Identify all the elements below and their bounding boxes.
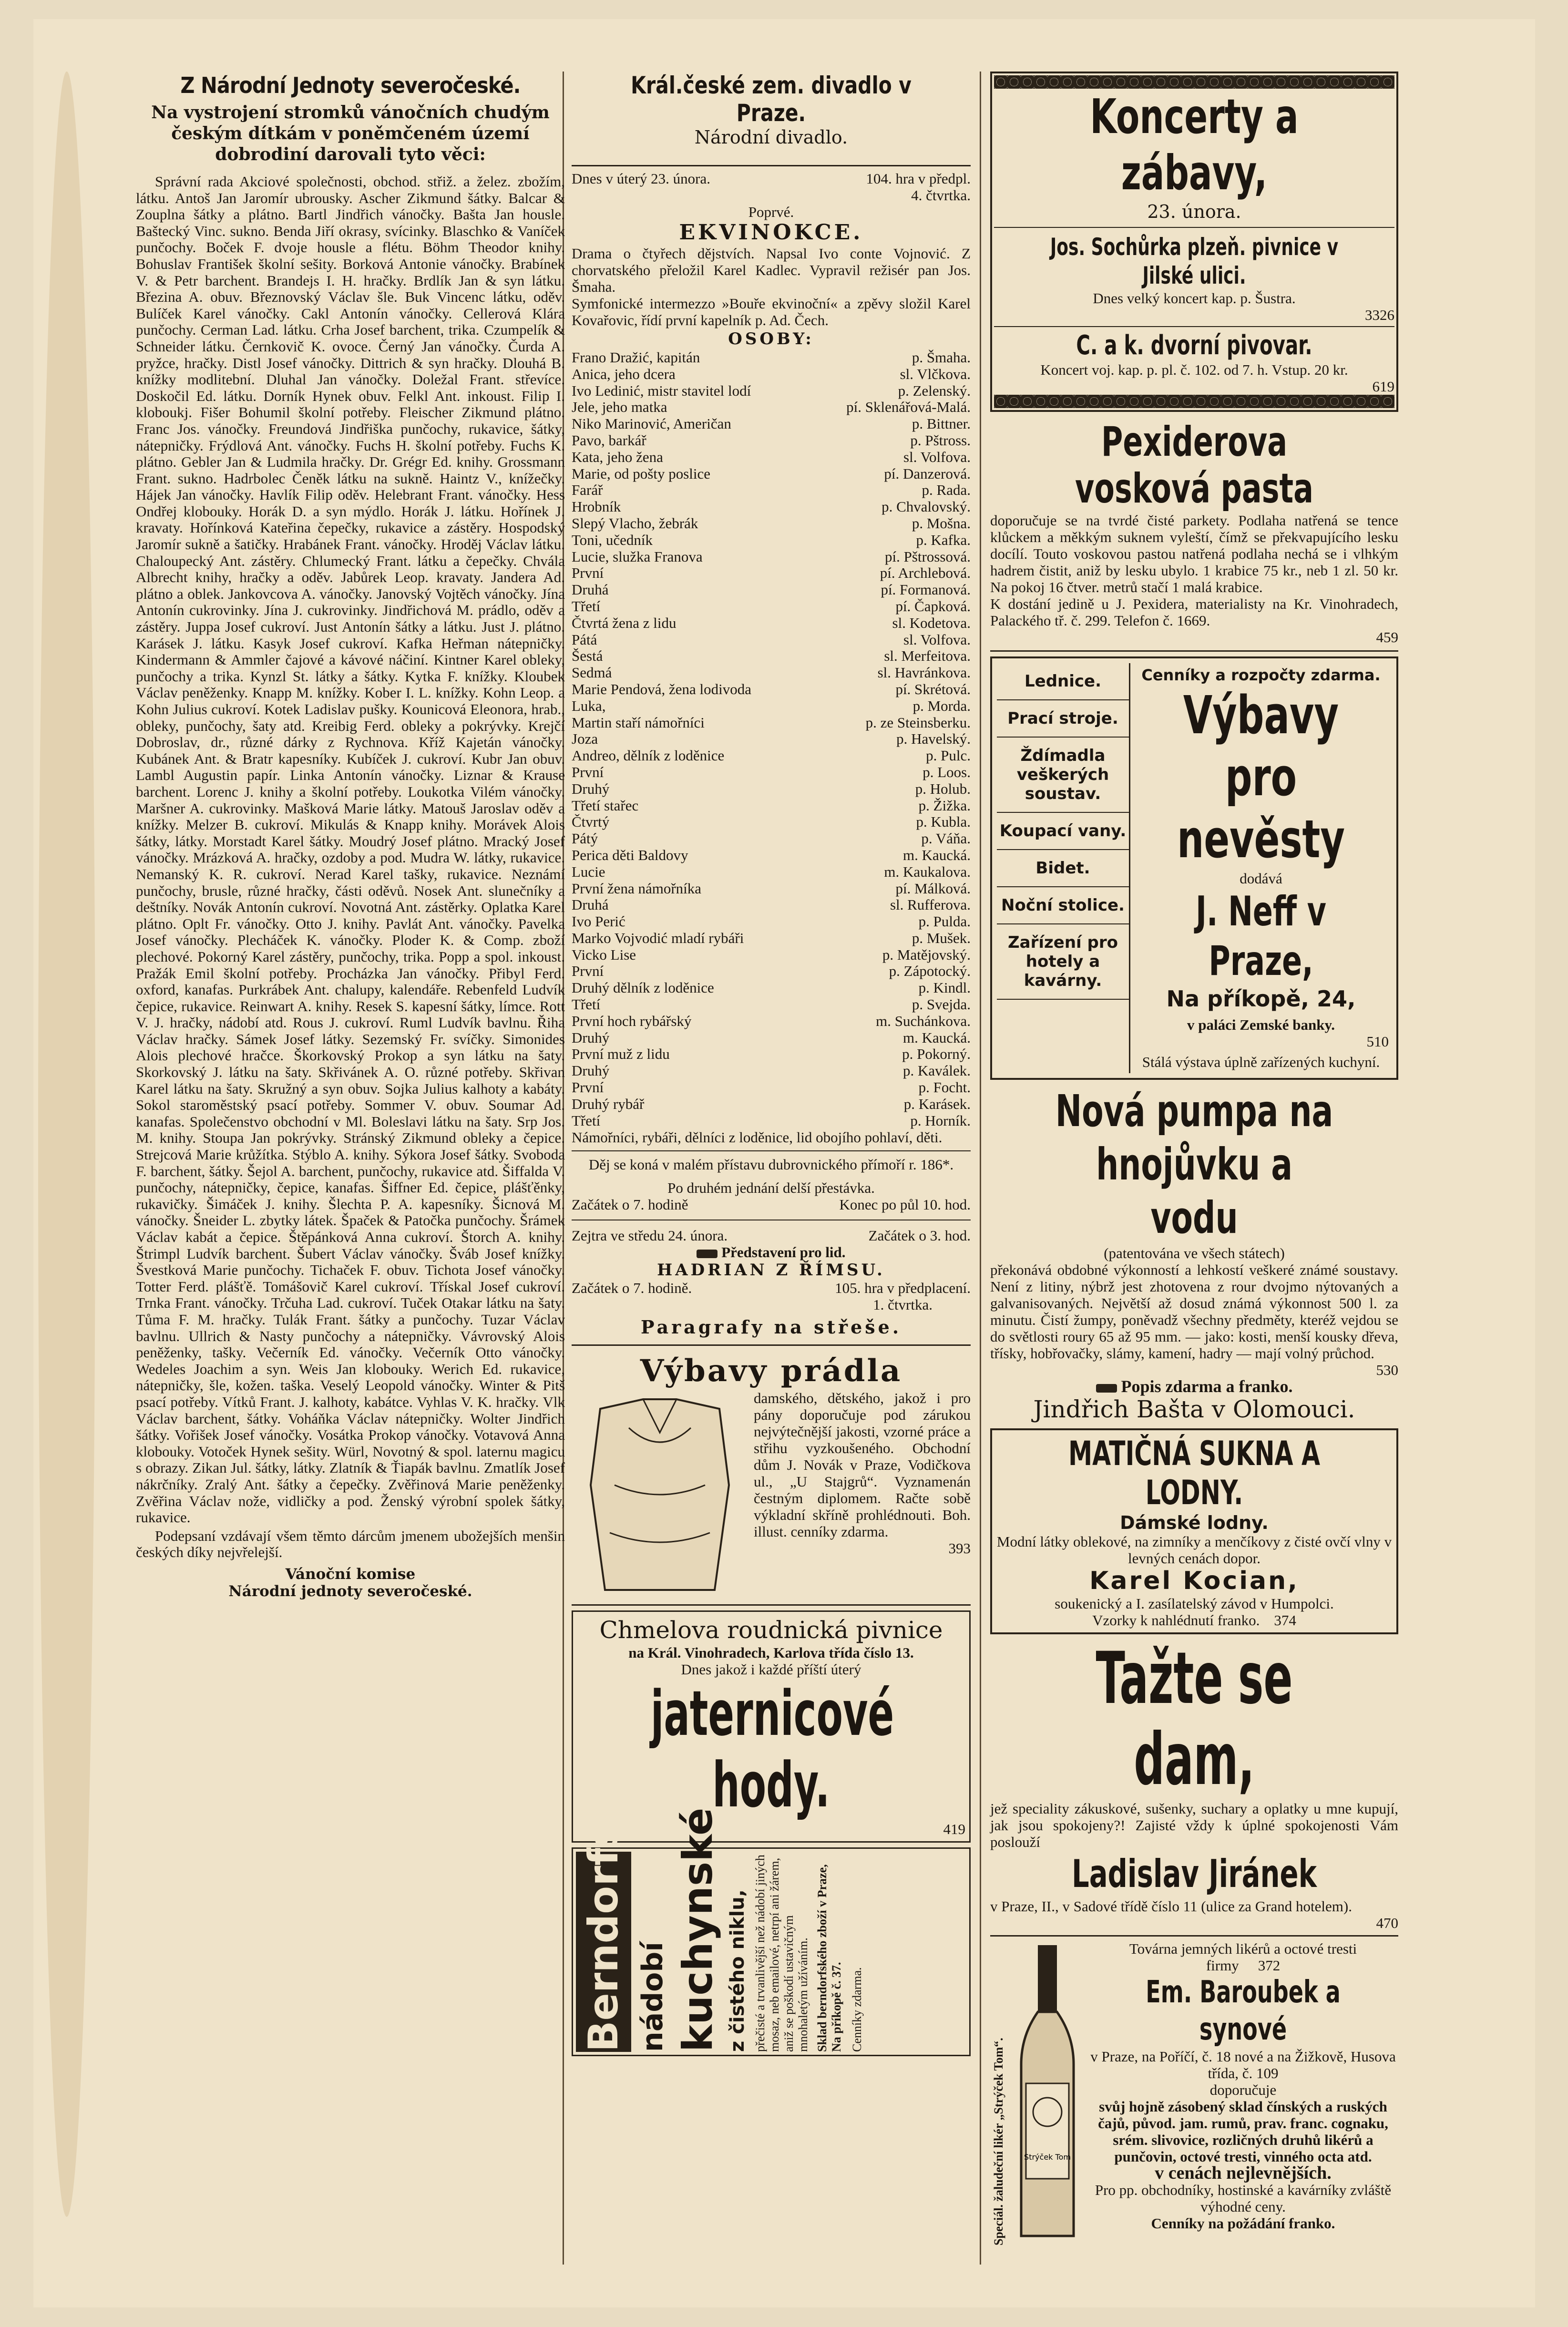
cast-actor: p. Horník.	[910, 1112, 971, 1129]
bead-border-bottom-icon	[994, 395, 1394, 408]
neff-item: Noční stolice.	[997, 887, 1129, 924]
baroubek-firm-row	[1088, 1957, 1398, 1974]
cast-actor: pí. Čapková.	[895, 597, 971, 615]
cast-row	[572, 1013, 971, 1030]
play-description: Drama o čtyřech dějstvích. Napsal Ivo conte Vojnović. Z chorvatského přeložil Karel Kadlec. Vypravil režisér pan Jos. Šmaha.	[572, 245, 971, 295]
cast-role: Druhý	[572, 1029, 610, 1046]
donations-list	[136, 174, 565, 1526]
jiranek-address: v Praze, II., v Sadové třídě číslo 11 (ulice za Grand hotelem).	[990, 1898, 1352, 1915]
cast-actor: p. Žižka.	[918, 797, 971, 814]
cast-row	[572, 1079, 971, 1096]
berndorf-nadobi: nádobí	[636, 1942, 669, 2052]
cast-actor: sl. Volfova.	[903, 631, 971, 648]
cast-row	[572, 996, 971, 1013]
cast-row	[572, 515, 971, 532]
sochurka-number: 3326	[1365, 307, 1394, 323]
cast-row	[572, 532, 971, 549]
cast-actor: p. Kubla.	[916, 813, 971, 830]
berndorf-cenniky: Cenníky zdarma.	[850, 1967, 864, 2052]
cast-actor: p. Pulda.	[918, 913, 971, 930]
donations-subtitle: Na vystrojení stromků vánočních chudým českým dítkám v poněmčeném území dobrodiní darovali tyto věci:	[151, 103, 550, 164]
cast-actor: p. Focht.	[918, 1079, 971, 1096]
cast-role: Marko Vojvodić mladí rybáři	[572, 929, 744, 946]
chmel-address: na Král. Vinohradech, Karlova třída číslo 13.	[628, 1644, 914, 1661]
cast-row	[572, 748, 971, 764]
cast-actor: p. Loos.	[922, 763, 971, 780]
theatre-name: Národní divadlo.	[694, 127, 848, 148]
cast-role: První	[572, 963, 604, 980]
pumpa-popis: Popis zdarma a franko.	[1121, 1377, 1293, 1396]
ad-pexider	[990, 419, 1398, 646]
cast-role: Ivo Ledinić, mistr stavitel lodí	[572, 382, 751, 399]
cast-actor: sl. Volfova.	[903, 448, 971, 465]
neff-items	[997, 663, 1130, 1073]
cast-role: První	[572, 564, 604, 582]
pumpa-number: 530	[1376, 1362, 1398, 1378]
cast-role: Druhá	[572, 896, 609, 913]
column-rule-2	[980, 72, 981, 2265]
baroubek-prices: v cenách nejlevnějších.	[1155, 2163, 1332, 2183]
cast-actor: p. Zelenský.	[898, 382, 971, 399]
cast-actor: p. Havelský.	[896, 730, 971, 748]
cast-row	[572, 665, 971, 681]
performance-number: 104. hra v předpl.	[866, 170, 971, 187]
cast-actor: pí. Skrétová.	[895, 680, 971, 697]
cast-actor: p. Holub.	[915, 780, 971, 797]
dvorni-title: C. a k. dvorní pivovar.	[1076, 330, 1312, 361]
neff-item: Lednice.	[997, 663, 1129, 700]
cast-role: Marie Pendová, žena lodivoda	[572, 680, 752, 697]
cast-row	[572, 963, 971, 980]
vybavy-title: Výbavy prádla	[640, 1353, 902, 1389]
cast-role: Druhý	[572, 780, 610, 797]
cast-row	[572, 698, 971, 715]
cast-role: Sedmá	[572, 664, 612, 681]
neff-item: Ždímadla veškerých soustav.	[997, 738, 1129, 813]
paper-edge	[38, 72, 95, 2217]
pexider-text: doporučuje se na tvrdé čisté parkety. Podlaha natřená se tence klůckem a měkkým suknem vyleští, čímž se překvapujícího lesku docílí. Touto voskovou pastou natřená podlaha nechá se i vlhkým hadrem čistit, aniž by lesku ubylo. 1 krabice 75 kr., neb 1 zl. 50 kr. Na pokoj 16 čtver. metrů stačí 1 malá krabice.	[990, 512, 1398, 595]
cast-actor: sl. Vlčkova.	[900, 365, 971, 382]
baroubek-text: svůj hojně zásobený sklad čínských a ruských čajů, původ. jam. rumů, prav. franc. cognaku, srém. slivovice, rozličných druhů likérů a punčovin, octové tresti, vinného octa atd.	[1098, 2098, 1388, 2165]
cast-actor: sl. Kodetova.	[892, 614, 971, 631]
cast-role: Anica, jeho dcera	[572, 365, 676, 382]
cast-role: První hoch rybářský	[572, 1012, 692, 1029]
signature-union: Národní jednoty severočeské.	[228, 1582, 472, 1600]
chmel-title: Chmelova roudnická pivnice	[599, 1616, 943, 1644]
cast-role: Pátý	[572, 830, 598, 847]
cast-actor: m. Kaucká.	[902, 846, 971, 863]
cast-row	[572, 1063, 971, 1079]
neff-item: Prací stroje.	[997, 700, 1129, 738]
cast-role: Třetí stařec	[572, 797, 639, 814]
cast-actor: p. Pulc.	[926, 747, 971, 764]
neff-palace: v paláci Zemské banky.	[1187, 1016, 1335, 1033]
cast-row	[572, 980, 971, 996]
cast-row	[572, 731, 971, 748]
cast-row	[572, 847, 971, 864]
maticna-text: Modní látky oblekové, na zimníky a menčíkovy z čisté ovčí vlny v levných cenách dopor.	[996, 1533, 1392, 1567]
dvorni-number: 619	[1372, 378, 1394, 395]
cast-role: Farář	[572, 482, 603, 499]
neff-exhibit: Stálá výstava úplně zařízených kuchyní.	[1142, 1054, 1380, 1070]
cast-role: Hrobník	[572, 498, 621, 515]
evening-quarter-row	[572, 1296, 971, 1313]
cast-list	[572, 349, 971, 1129]
pointing-hand-icon	[1096, 1384, 1117, 1393]
cast-actor: p. Rada.	[922, 482, 971, 499]
cast-row	[572, 582, 971, 598]
pointing-hand-icon	[697, 1250, 717, 1258]
cast-row	[572, 615, 971, 632]
cast-role: Vicko Lise	[572, 946, 636, 963]
tomorrow-start: Začátek o 3. hod.	[868, 1227, 971, 1244]
pumpa-patent: (patentována ve všech státech)	[1104, 1245, 1285, 1261]
cast-role: Druhá	[572, 581, 609, 598]
cast-actor: m. Kaucká.	[902, 1029, 971, 1046]
cast-actor: p. ze Steinsberku.	[865, 714, 971, 731]
pumpa-text: překonává obdobné výkonností a lehkostí veškeré známé soustavy. Není z litiny, nýbrž jest zhotovena z rour dvojmo nýtovaných a galvanisovaných. Největší až dosud známá výkonnost 500 l. za minutu. Čistí žumpy, poněvadž všechny předměty, kteréž vejdou se do světlosti roury 65 až 95 mm. — jako: kosti, menší kousky dřeva, třísky, hobřovačky, slámy, kamení, hadry — mají volný průchod.	[990, 1261, 1398, 1362]
ad-koncerty	[990, 72, 1398, 412]
donations-thanks: Podepsaní vzdávají všem těmto dárcům jmenem ubožejších menšin českých díky nejvřelejší.	[136, 1527, 565, 1561]
cast-row	[572, 781, 971, 798]
cast-actor: p. Kindl.	[918, 979, 971, 996]
maticna-vzorky-row	[996, 1612, 1393, 1629]
cast-actor: p. Kafka.	[916, 531, 971, 548]
folk-show: Představení pro lid.	[721, 1244, 846, 1261]
pexider-title: Pexiderova vosková pasta	[1075, 418, 1313, 513]
cast-actor: p. Chvalovský.	[881, 498, 971, 515]
persons-header: OSOBY:	[728, 329, 814, 349]
baroubek-top: Továrna jemných likérů a octové tresti	[1129, 1940, 1357, 1957]
cast-actor: pí. Sklenářová-Malá.	[846, 399, 971, 416]
cast-actor: sl. Rufferova.	[890, 896, 971, 913]
intermission: Po druhém jednání delší přestávka.	[667, 1179, 875, 1197]
cast-role: Čtvrtá žena z lidu	[572, 614, 676, 631]
cast-row	[572, 764, 971, 781]
maticna-sub: Dámské lodny.	[1120, 1512, 1269, 1533]
cast-actor: p. Váňa.	[921, 830, 971, 847]
dvorni-text: Koncert voj. kap. p. pl. č. 102. od 7. h. Vstup. 20 kr.	[1040, 361, 1348, 378]
cast-row	[572, 366, 971, 383]
cast-actor: p. Karásek.	[903, 1095, 971, 1112]
start-time: Začátek o 7. hodině	[572, 1196, 688, 1213]
maticna-number: 374	[1274, 1612, 1296, 1629]
cast-row	[572, 681, 971, 698]
neff-item: Bidet.	[997, 850, 1129, 887]
sochurka-text: Dnes velký koncert kap. p. Šustra.	[1093, 290, 1296, 307]
cast-row	[572, 399, 971, 416]
quarter-row	[572, 187, 971, 204]
cast-actor: pí. Pštrossová.	[885, 548, 971, 565]
vybavy-text: damského, dětského, jakož i pro pány doporučuje pod zárukou nejvýtečnější jakosti, vzorné práce a střihu vyzkoušeného. Obchodní dům J. Novák v Praze, Vodičkova ul., „U Stajgrů“. Vyznamenán čestným diplomem. Račte sobě výkladní skříně prohlédnouti. Boh. illust. cenníky zdarma.	[754, 1390, 971, 1540]
neff-name: J. Neff v Praze,	[1195, 888, 1327, 985]
evening-row	[572, 1280, 971, 1296]
donations-thanks-block	[136, 1528, 565, 1561]
cast-actor: p. Pokorný.	[902, 1046, 971, 1063]
theatre-date-row	[572, 170, 971, 187]
pexider-number: 459	[1376, 629, 1398, 646]
cast-row	[572, 798, 971, 814]
cast-row	[572, 416, 971, 432]
theatre-title: Král.české zem. divadlo v Praze.	[631, 72, 912, 127]
chmel-text: Dnes jakož i každé příští úterý	[681, 1661, 861, 1678]
cast-role: Marie, od pošty poslice	[572, 465, 711, 482]
cast-role: Druhý rybář	[572, 1095, 645, 1112]
cast-actor: p. Matějovský.	[882, 946, 971, 963]
liqueur-bottle-icon	[1012, 1940, 1083, 2245]
cast-row	[572, 1096, 971, 1113]
cast-actor: p. Bittner.	[912, 415, 971, 432]
play-title: EKVINOKCE.	[679, 220, 863, 245]
cast-actor: p. Pštross.	[910, 431, 971, 449]
folk-show-row	[572, 1244, 971, 1261]
ad-baroubek	[990, 1940, 1398, 2245]
baroubek-side: Speciál. žaludeční likér „Strýček Tom“.	[992, 2038, 1005, 2245]
pumpa-title: Nová pumpa na hnojůvku a vodu	[1055, 1086, 1333, 1243]
tazte-text: jež speciality zákuskové, sušenky, suchary a oplatky u mne kupují, jak jsou spokojeny?! Zajisté vždy k úplné spokojenosti Vám poslouží	[990, 1800, 1398, 1850]
play-intermezzo: Symfonické intermezzo »Bouře ekvinoční« a zpěvy složil Karel Kovařovic, řídí první kapelník p. Ad. Čech.	[572, 295, 971, 328]
cast-role: Jele, jeho matka	[572, 399, 667, 416]
cast-row	[572, 864, 971, 881]
cast-actor: p. Šmaha.	[912, 349, 971, 366]
neff-item: Koupací vany.	[997, 813, 1129, 850]
maticna-vzorky: Vzorky k nahlédnutí franko.	[1092, 1612, 1260, 1629]
baroubek-cenniky: Cenníky na požádání franko.	[1151, 2215, 1335, 2232]
end-time: Konec po půl 10. hod.	[839, 1196, 971, 1213]
cast-role: Lucie, služka Franova	[572, 548, 703, 565]
cast-actor: p. Kaválek.	[902, 1062, 971, 1079]
cast-actor: p. Zápotocký.	[889, 963, 971, 980]
cast-role: Perica děti Baldovy	[572, 846, 688, 863]
cast-actor: sl. Merfeitova.	[884, 647, 971, 665]
quarter: 4. čtvrtka.	[911, 187, 971, 204]
cast-role: Třetí	[572, 1112, 601, 1129]
sochurka-title: Jos. Sochůrka plzeň. pivnice v Jilské ulici.	[1050, 233, 1339, 289]
neff-vybavy: Výbavy pro nevěsty	[1177, 685, 1345, 870]
cast-row	[572, 482, 971, 499]
cast-role: Lucie	[572, 863, 605, 880]
cast-row	[572, 1030, 971, 1046]
evening-quarter: 1. čtvrtka.	[873, 1296, 933, 1313]
cast-row	[572, 1113, 971, 1129]
baroubek-firm: firmy	[1206, 1957, 1239, 1974]
koncerty-title: Koncerty a zábavy,	[1090, 89, 1299, 201]
cast-role: Andreo, dělník z loděnice	[572, 747, 725, 764]
jiranek-number: 470	[1376, 1915, 1398, 1931]
cast-role: Pavo, barkář	[572, 431, 646, 449]
cast-role: Joza	[572, 730, 598, 748]
baroubek-dop: doporučuje	[1209, 2081, 1277, 2098]
cast-extras: Námořníci, rybáři, dělníci z loděnice, lid obojího pohlaví, děti.	[572, 1129, 943, 1146]
baroubek-name: Em. Baroubek a synové	[1146, 1975, 1341, 2047]
cast-actor: m. Kaukalova.	[884, 863, 971, 880]
ad-maticna	[990, 1428, 1398, 1634]
pexider-sale: K dostání jedině u J. Pexidera, materialisty na Kr. Vinohradech, Palackého tř. č. 299. Telefon č. 1669.	[990, 595, 1398, 629]
cast-row	[572, 814, 971, 830]
cast-row	[572, 715, 971, 731]
column-theatre	[565, 72, 977, 2061]
evening-start: Začátek o 7. hodině.	[572, 1280, 692, 1297]
cast-row	[572, 897, 971, 913]
cast-actor: p. Svejda.	[912, 996, 971, 1013]
start-end-row	[572, 1196, 971, 1213]
baroubek-firm-number: 372	[1258, 1957, 1281, 1974]
bottle-label: Strýček Tom	[1024, 2153, 1071, 2162]
play-setting: Děj se koná v malém přístavu dubrovnického přímoří r. 186*.	[588, 1156, 954, 1173]
cast-row	[572, 881, 971, 897]
cast-role: Šestá	[572, 647, 603, 665]
cast-row	[572, 383, 971, 400]
pumpa-popis-row	[990, 1378, 1398, 1395]
cast-row	[572, 565, 971, 582]
ad-pumpa	[990, 1085, 1398, 1424]
ad-jiranek	[990, 1638, 1398, 1931]
bead-border-icon	[994, 75, 1394, 89]
evening-perf: 105. hra v předplacení.	[835, 1280, 971, 1297]
cast-row	[572, 432, 971, 449]
cast-actor: m. Suchánkova.	[876, 1012, 971, 1029]
cast-role: Ivo Perić	[572, 913, 625, 930]
cast-role: Niko Marinović, Američan	[572, 415, 731, 432]
berndorf-nikl: z čistého niklu,	[727, 1889, 748, 2052]
cast-role: Kata, jeho žena	[572, 448, 663, 465]
cast-row	[572, 1046, 971, 1063]
cast-actor: p. Morda.	[912, 697, 971, 714]
neff-cenniky: Cenníky a rozpočty zdarma.	[1141, 666, 1381, 684]
tomorrow: Zejtra ve středu 24. února.	[572, 1227, 728, 1244]
maticna-name: Karel Kocian,	[1089, 1567, 1299, 1595]
cast-role: První muž z lidu	[572, 1046, 670, 1063]
maticna-title: MATIČNÁ SUKNA A LODNY.	[1068, 1434, 1321, 1512]
cast-role: První	[572, 1079, 604, 1096]
cast-actor: p. Mošna.	[912, 514, 971, 532]
cast-role: Čtvrtý	[572, 813, 610, 830]
chmel-big: jaternicové hody.	[650, 1677, 894, 1822]
chmel-number: 419	[943, 1821, 965, 1838]
maticna-firm: soukenický a I. zasílatelský závod v Humpolci.	[1055, 1595, 1334, 1612]
donations-text: Správní rada Akciové společnosti, obchod. střiž. a želez. zbožím, látku. Antoš Jan Jaromír ubrousky. Ascher Zikmund šátky. Balcar & Zouplna šátky a plátno. Bartl Jindřich vánočky. Bašta Jan housle. Baštecký Vinc. sukno. Benda Jiří okrasy, svícinky. Blaschko & Vaníček punčochy. Boček F. dvoje housle a flétu. Böhm Theodor knihy. Bohuslav František školní sešity. Borková Antonie vánočky. Brabínek V. & Petr barchent. Brandejs I. H. hračky. Brdlík Jan & syn látku. Březina A. obuv. Březnovský Václav šle. Buk Vincenc látku, oděv. Bulíček Karel vánočky. Cakl Antonín vánočky. Cellerová Klára punčochy. Cerman Lad. látku. Crha Josef barchent, trika. Czumpelík & Schneider látku. Černkovič K. ovoce. Černý Jan vánočky. Čurda A. pryžce, hračky. Distl Josef vánočky. Dittrich & syn hračky. Dlouhá B. knížky modlitební. Dluhal Jan vánočky. Doležal Frant. střevíce. Doskočil Ed. látku. Dorník Hynek obuv. Felkl Ant. inkoust. Filip I. kloboukj. Fišer Bohumil školní potřeby. Fleischer Zikmund plátno. Franc Jos. vánočky. Freundová Jindřiška punčochy, rukavice, šátky, nátepničky. Frýdlová Ant. vánočky. Fuchs H. školní potřeby. Fuchs K. plátno. Gebler Jan & Ludmila hračky. Dr. Grégr Ed. knihy. Grossmann Frant. sukno. Hadrbolec Čeněk látku na sukně. Haintz V., knížečky. Hájek Jan vánočky. Havlík Filip oděv. Helebrant Frant. vánočky. Hess Ondřej klobouky. Horák D. a syn mýdlo. Horák J. látku. Hořínek J. kravaty. Hořínková Kateřina čepečky, rukavice a zástěry. Hospodský Jaromír sukně a šatičky. Hrabánek Frant. vánočky. Hroděj Václav látku. Chaloupecký Ant. zástěry. Chlumecký Frant. látku a čepečky. Chvála Albrecht knihy, hračky a oděv. Jabůrek Leop. kravaty. Jandera Ad. plátno a oblek. Jankovcova A. vánočky. Janovský Vojtěch vánočky. Jína Antonín cukrovinky. Jína J. cukrovinky. Jindřichová M. prádlo, oděv a zástěry. Juppa Josef cukroví. Just Antonín šátky a látku. Just J. plátno. Karásek J. látku. Kasyk Josef cukroví. Kafka Heřman nátepničky. Kindermann & Ammler čajové a kávové náčiní. Kintner Karel obleky, punčochy a trika. Kynzl St. látky a šátky. Kytka F. knížky. Kloubek Václav peněženky. Knapp M. knížky. Kober I. L. knížky. Kohn Leop. a Kohn Julius cukroví. Kotek Ladislav pušky. Kounicová Eleonora, hrab., obleky, punčochy, šaty atd. Kreibig Ferd. obleky a pokrývky. Krejčí Dobroslav, dr., různé dárky z Rychnova. Kříž Kajetán vánočky. Kubánek Ant. & Bratr kapesníky. Kubíček J. cukroví. Kubr Jan obuv. Lambl Augustin papír. Linka Antonín vánočky. Liznar & Krause barchent. Lorenc J. knihy a školní potřeby. Loukotka Vilém vánočky. Maršner A. cukrovinky. Mašková Marie látky. Matouš Jaroslav oděv a knížky. Melzer B. cukroví. Mikulás & Knapp knihy. Morávek Alois šátky, látky. Morstadt Karel šátky. Moudrý Josef plátno. Mracký Josef vánočky. Mrázková A. hračky, ozdoby a pod. Mudra W. látky, rukavice. Nemanský K. R. cukroví. Nerad Karel tašky, rukavice. Neznámí punčochy, brusle, různé hračky, části oděvů. Nosek Ant. slunečníky a deštníky. Novák Antonín cukroví. Novotná Ant. zástěrky. Oplatka Karel plátno. Oplt Fr. vánočky. Otto J. knihy. Pavlát Ant. vánočky. Pavelka Josef vánočky. Plecháček K. vánočky. Ploder K. & Comp. zboží plechové. Pokorný Karel zástěry, punčochy, trika. Popp a spol. inkoust. Pražák Emil školní potřeby. Procházka Jan vánočky. Přibyl Ferd. oxford, kanafas. Purkrábek Ant. chalupy, kalendáře. Rebenfeld Ludvík čepice, rukavice. Reinwart A. knihy. Resek S. kapesní šátky, límce. Rott V. J. hračky, nádobí atd. Rous J. cukroví. Ruml Ludvík bavlnu. Řiha Václav hračky. Sámek Josef látky. Sezemský Fr. svíčky. Simonides Alois plechové hračce. Škorkovský Prokop a syn látku na šaty. Skorkovský J. látku na šaty. Skřivánek A. O. různé potřeby. Skřivan Karel látku na šaty. Skružný a syn obuv. Sojka Julius kalhoty a kabáty. Sokol staroměstský psací potřeby. Sommer V. obuv. Soumar Ad. kanafas. Společenstvo obchodní v Ml. Boleslavi látku na šaty. Srp Jos. M. knihy. Stoupa Jan pokrývky. Stránský Zikmund obleky a čepice. Strejcová Marie krůžítka. Stýblo A. knihy. Sýkora Josef šátky. Svoboda F. barchent, šátky. Šejol A. barchent, punčochy, rukavice atd. Šiffalda V. punčochy, nátepničky, čepice, kanafas. Šiffner Ed. čepice, plášťěnky, rukavičky. Šimáček J. knihy. Šlechta P. A. kapesníky. Šicnová M. vánočky. Šneider L. zbytky látek. Špaček & Patočka punčochy. Šrámek Václav kabát a čepice. Štěpánková Anna cukroví. Štorch A. knihy. Štrimpl Ludvík barchent. Šubert Václav vánočky. Šváb Josef knížky. Švestková Marie punčochy. Tichaček F. obuv. Tichota Josef vánočky. Totter Ferd. plášťě. Tomášovič Karel cukroví. Třískal Josef cukroví. Trnka Frant. vánočky. Trčuha Lad. cukroví. Tuček Otakar látku na šaty. Tůma F. M. hračky. Tulák Frant. šátky a punčochy. Tuzar Václav bavlnu. Ullrich & Nasty punčochy a nátepničky. Vávrovský Alois peněženky, tašky. Večerník Ed. vánočky. Večerník Otto vánočky. Wedeles Joachim a syn. Weis Jan klobouky. Werich Ed. rukavice, nátepničky, šle, kožen. taška. Veselý Leopold vánočky. Winter & Pitš psací potřeby. Vítků Frant. J. kalhoty, kabátce. Vyhlas V. K. hračky. Vlk Václav barchent, šátky. Voháňka Václav nátepničky. Wolter Jindřich šátky. Vořišek Josef vánočky. Vosátka Prokop vánočky. Votavová Anna klobouky. Votoček Hynek sešity. Würl, Novotný & spol. laternu magicu s obrazy. Zikan Jul. šátky, látky. Zlatník & Ťiapák bavlnu. Zmatlík Josef nákrčníky. Zralý Ant. šátky a čepečky. Zvěřinová Marie peněženky. Zvěřina Václav nože, vidličky a pod. Ženský výrobní spolek šátky, rukavice.	[136, 173, 565, 1526]
cast-role: Pátá	[572, 631, 597, 648]
neff-item: Zařízení pro hotely a kavárny.	[997, 924, 1129, 1000]
jiranek-name: Ladislav Jiránek	[1072, 1852, 1317, 1896]
cast-role: Toni, učedník	[572, 531, 653, 548]
column-ads	[984, 72, 1404, 2245]
first-time: Poprvé.	[748, 204, 794, 220]
column-donations	[136, 72, 565, 1600]
basta-name: Jindřich Bašta v Olomouci.	[1033, 1395, 1355, 1423]
ad-chmel	[572, 1610, 971, 1843]
berndorf-text: přečisté a trvanlivější než nádobí jiných mosaz, neb emailové, netrpí ani žárem, aniž se poškodí ustavičným mnohaletým užíváním.	[753, 1855, 810, 2052]
cast-role: Frano Dražić, kapitán	[572, 349, 700, 366]
baroubek-pro: Pro pp. obchodníky, hostinské a kavárníky zvláště výhodné ceny.	[1095, 2182, 1392, 2215]
cast-row	[572, 913, 971, 930]
cast-row	[572, 449, 971, 466]
cast-role: První	[572, 763, 604, 780]
cast-actor: pí. Málková.	[895, 880, 971, 897]
koncerty-date: 23. února.	[1147, 201, 1241, 222]
cast-role: Třetí	[572, 996, 601, 1013]
cast-row	[572, 349, 971, 366]
cast-actor: pí. Formanová.	[881, 581, 971, 598]
cast-row	[572, 648, 971, 665]
cast-row	[572, 930, 971, 947]
cast-row	[572, 632, 971, 648]
cast-row	[572, 466, 971, 482]
cast-actor: sl. Havránkova.	[877, 664, 971, 681]
berndorf-store: Sklad berndorfského zboží v Praze, Na příkopě č. 37.	[815, 1864, 843, 2052]
baroubek-address: v Praze, na Poříčí, č. 18 nové a na Žižkově, Husova třída, č. 109	[1090, 2048, 1396, 2081]
neff-address: Na příkopě, 24,	[1166, 986, 1356, 1012]
cast-actor: pí. Danzerová.	[884, 465, 971, 482]
underwear-illustration-icon	[572, 1390, 748, 1599]
cast-role: Martin staří námořníci	[572, 714, 705, 731]
cast-role: Luka,	[572, 697, 606, 714]
berndorf-kuchynske: kuchynské	[674, 1808, 722, 2052]
cast-role: První žena námořníka	[572, 880, 702, 897]
evening-play: Paragrafy na střeše.	[640, 1316, 902, 1338]
cast-role: Slepý Vlacho, žebrák	[572, 514, 698, 532]
berndorf-title: Berndorfské	[576, 1852, 631, 2052]
cast-actor: pí. Archlebová.	[880, 564, 971, 582]
cast-role: Druhý	[572, 1062, 610, 1079]
cast-row	[572, 549, 971, 565]
donations-title: Z Národní Jednoty severočeské.	[180, 72, 521, 98]
tazte-title: Tažte se dam,	[1096, 1637, 1293, 1801]
theatre-date: Dnes v úterý 23. února.	[572, 170, 710, 187]
cast-role: Druhý dělník z loděnice	[572, 979, 714, 996]
cast-actor: p. Mušek.	[912, 929, 971, 946]
folk-play: HADRIAN Z ŘÍMSU.	[657, 1261, 885, 1280]
ad-neff	[990, 656, 1398, 1080]
cast-row	[572, 830, 971, 847]
cast-role: Třetí	[572, 597, 601, 615]
cast-row	[572, 598, 971, 615]
cast-row	[572, 499, 971, 515]
ad-vybavy-pradla	[572, 1353, 971, 1599]
neff-number: 510	[1366, 1033, 1389, 1050]
cast-row	[572, 947, 971, 964]
signature-commission: Vánoční komise	[285, 1565, 416, 1583]
tomorrow-row	[572, 1227, 971, 1244]
vybavy-number: 393	[948, 1540, 971, 1557]
neff-dodava: dodává	[1240, 870, 1282, 887]
